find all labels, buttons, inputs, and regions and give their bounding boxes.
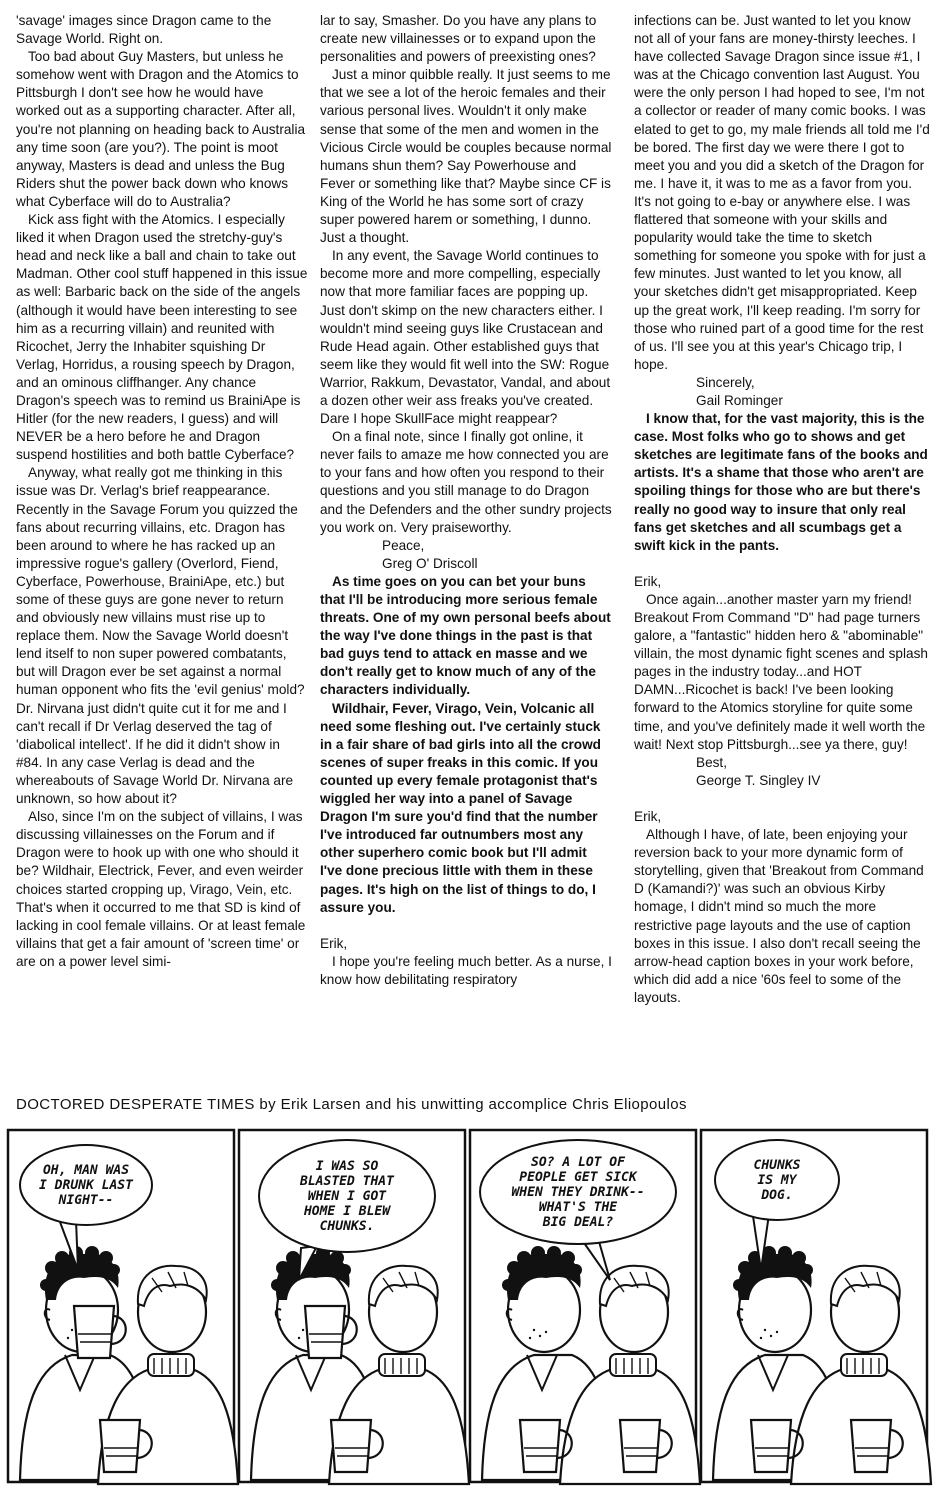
comic-strip [0,1120,944,1490]
editor-reply: I know that, for the vast majority, this is the case. Most folks who go to shows and get sketches are legitimate fans of the books and artists. It's a shame that those who aren't are spoiling things for those who are but there's really no good way to insure that only real fans get sketches and all scumbags get a swift kick in the pants. [634,411,928,553]
balloon-line: I DRUNK LAST [39,1178,133,1193]
balloon-line: WHEN THEY DRINK-- [511,1185,645,1200]
letter-paragraph: Erik, [634,808,662,824]
letter-signature: Gail Rominger [696,392,783,408]
editor-reply: As time goes on you can bet your buns that I'll be introducing more serious female threats. One of my own personal beefs about the way I've done things in the past is that bad guys tend to attack en masse and we don't really get to know much of any of the characters individually. [320,573,611,698]
letter-paragraph: Also, since I'm on the subject of villains, I was discussing villainesses on the Forum and if Dragon were to hook up with one who should it be? Wildhair, Electrick, Fever, and even weirder choices started cropping up, Virago, Vein, etc. That's when it occurred to me that SD is kind of lacking in cool female villains. Or at least female villains that get a fair amount of 'screen time' or are on a power level simi- [16,809,306,969]
letter-signature: Best, [696,754,727,770]
balloon-line: BIG DEAL? [542,1215,614,1230]
balloon-line: PEOPLE GET SICK [519,1170,637,1185]
letter-signature: George T. Singley IV [696,772,821,788]
balloon-line: CHUNKS. [319,1219,375,1234]
balloon-line: WHEN I GOT [307,1189,387,1204]
letter-paragraph: In any event, the Savage World continues to become more and more compelling, especially now that more familiar faces are popping up. Just don't skimp on the new characters either. I wouldn't mind seeing guys like Crustacean and Rude Head again. Other established guys that seem like they would fit well into the SW: Rogue Warrior, Rakkum, Devastator, Vandal, and about a dozen other weir ass freaks you've created. Dare I hope SkullFace might reappear? [320,248,611,427]
letter-signature: Greg O' Driscoll [382,555,478,571]
letter-paragraph: Erik, [634,573,662,589]
balloon-line: HOME I BLEW [303,1204,391,1219]
letter-signature: Peace, [382,537,425,553]
letters-column-2 [320,12,612,989]
letter-paragraph: Erik, [320,935,348,951]
letter-paragraph: Once again...another master yarn my friend! Breakout From Command "D" had page turners galore, a "fantastic" hidden hero & "abominable" villain, the most dynamic fight scenes and splash pages in the industry today...and HOT DAMN...Ricochet is back! I've been looking forward to the Atomics storyline for quite some time, and you've definitely made it well worth the wait! Next stop Pittsburgh...see ya there, guy! [634,591,928,752]
balloon-line: I WAS SO [315,1159,379,1174]
letter-paragraph: I hope you're feeling much better. As a nurse, I know how debilitating respiratory [320,953,612,987]
paragraph-gap [634,790,930,808]
editor-reply: Wildhair, Fever, Virago, Vein, Volcanic all need some fleshing out. I've certainly stuck in a fair share of bad girls into all the crowd scenes of super freaks in this comic. If you counted up every female protagonist that's wiggled her way into a panel of Savage Dragon I'm sure you'd find that the number I've introduced far outnumbers most any other superhero comic book but I'll admit I've done precious little with them in these pages. It's high on the list of things to do, I assure you. [320,700,601,915]
comic-panel-4 [701,1130,931,1484]
letter-paragraph: Although I have, of late, been enjoying your reversion back to your more dynamic form of storytelling, given that 'Breakout from Command D (Kamandi?)' was such an obvious Kirby homage, I didn't mind so much the more restrictive page layouts and the use of caption boxes in this issue. I also don't recall seeing the arrow-head caption boxes in your work before, which did add a nice '60s feel to some of the layouts. [634,827,924,1005]
letters-column-3 [634,12,930,1007]
balloon-line: NIGHT-- [58,1193,114,1208]
comic-panel-2 [239,1130,469,1484]
balloon-line: IS MY [757,1173,797,1188]
balloon-line: BLASTED THAT [300,1174,394,1189]
paragraph-gap [634,555,930,573]
letter-paragraph: Anyway, what really got me thinking in this issue was Dr. Verlag's brief reappearance. Recently in the Savage Forum you quizzed the fans about recurring villains, etc. Dragon has been around to where he has racked up an impressive rogue's gallery (Overlord, Fiend, Cyberface, Powerhouse, BrainiApe, etc.) but some of these guys are gone never to return and obviously new villains must rise up to replace them. Now the Savage World doesn't lend itself to non super powered combatants, but will Dragon ever be set against a normal human opponent who fits the 'evil genius' mold? Dr. Nirvana just didn't quite cut it for me and I can't recall if Dr Verlag deserved the tag of 'diabolical intellect'. If he did it didn't show in #84. In any case Verlag is dead and the whereabouts of Savage World Dr. Nirvana are unknown, so how about it? [16,465,305,807]
letters-column-1 [16,12,308,971]
letter-paragraph: lar to say, Smasher. Do you have any plans to create new villainesses or to expand upon the personalities and powers of preexisting ones? [320,13,597,65]
balloon-line: SO? A LOT OF [531,1155,625,1170]
letter-paragraph: Just a minor quibble really. It just seems to me that we see a lot of the heroic females and their various personal lives. Wouldn't it only make sense that some of the men and women in the Vicious Circle would be couples because normal humans shun them? Say Powerhouse and Fever or something like that? Maybe since CF is King of the World he has some sort of crazy super powered harem or something, I dunno. Just a thought. [320,67,612,246]
balloon-line: WHAT'S THE [538,1200,618,1215]
balloon-line: OH, MAN WAS [42,1163,130,1178]
letter-paragraph: infections can be. Just wanted to let you know not all of your fans are money-thirsty leeches. I have collected Savage Dragon since issue #1, I was at the Chicago convention last August. You were the only person I had hoped to see, I'm not a collector or reader of many comic books. I was elated to get to go, my male friends all told me I'd be bored. The first day we were there I got to meet you and you did a sketch of the Dragon for me. I have it, it was to me as a favor from you. It's not going to e-bay or anywhere else. I was flattered that someone with your skills and popularity would take the time to sketch something for someone you spoke with for just a few minutes. Just wanted to let you know, all your sketches didn't get misappropriated. Keep up the great work, I'll keep reading. I'm sorry for those who ruined part of a good time for the rest of us. I'll see you at this year's Chicago trip, I hope. [634,13,930,372]
letter-paragraph: Too bad about Guy Masters, but unless he somehow went with Dragon and the Atomics to Pittsburgh I don't see how he would have worked out as a supporting character. After all, you're not planning on heading back to Australia any time soon (are you?). The point is moot anyway, Masters is dead and unless the Bug Riders shut the power back down who knows what Cyberface will do to Australia? [16,49,306,209]
comic-strip-title: DOCTORED DESPERATE TIMES by Erik Larsen and his unwitting accomplice Chris Eliopoulos [16,1096,687,1113]
balloon-line: DOG. [761,1188,793,1203]
paragraph-gap [320,917,612,935]
letter-paragraph: Kick ass fight with the Atomics. I especially liked it when Dragon used the stretchy-guy's head and neck like a ball and chain to take out Madman. Other cool stuff happened in this issue as well: Barbaric back on the side of the angels (although it would have been interesting to see him as a recurring villain) and reunited with Ricochet, Jerry the Inhabiter squishing Dr Verlag, Horridus, a rousing speech by Dragon, and an ominous cliffhanger. Any chance Dragon's speech was to remind us BrainiApe is Hitler (for the new readers, I guess) and will NEVER be a hero before he and Dragon suspend hostilities and both battle Cyberface? [16,212,308,463]
comic-panel-1 [8,1130,238,1484]
letter-signature: Sincerely, [696,374,755,390]
letter-paragraph: On a final note, since I finally got online, it never fails to amaze me how connected you are to your fans and how often you respond to their questions and you still manage to do Dragon and the Defenders and the other sundry projects you work on. Very praiseworthy. [320,429,612,535]
comic-panel-3 [470,1130,700,1484]
letter-paragraph: 'savage' images since Dragon came to the Savage World. Right on. [16,13,272,47]
balloon-line: CHUNKS [753,1158,801,1173]
